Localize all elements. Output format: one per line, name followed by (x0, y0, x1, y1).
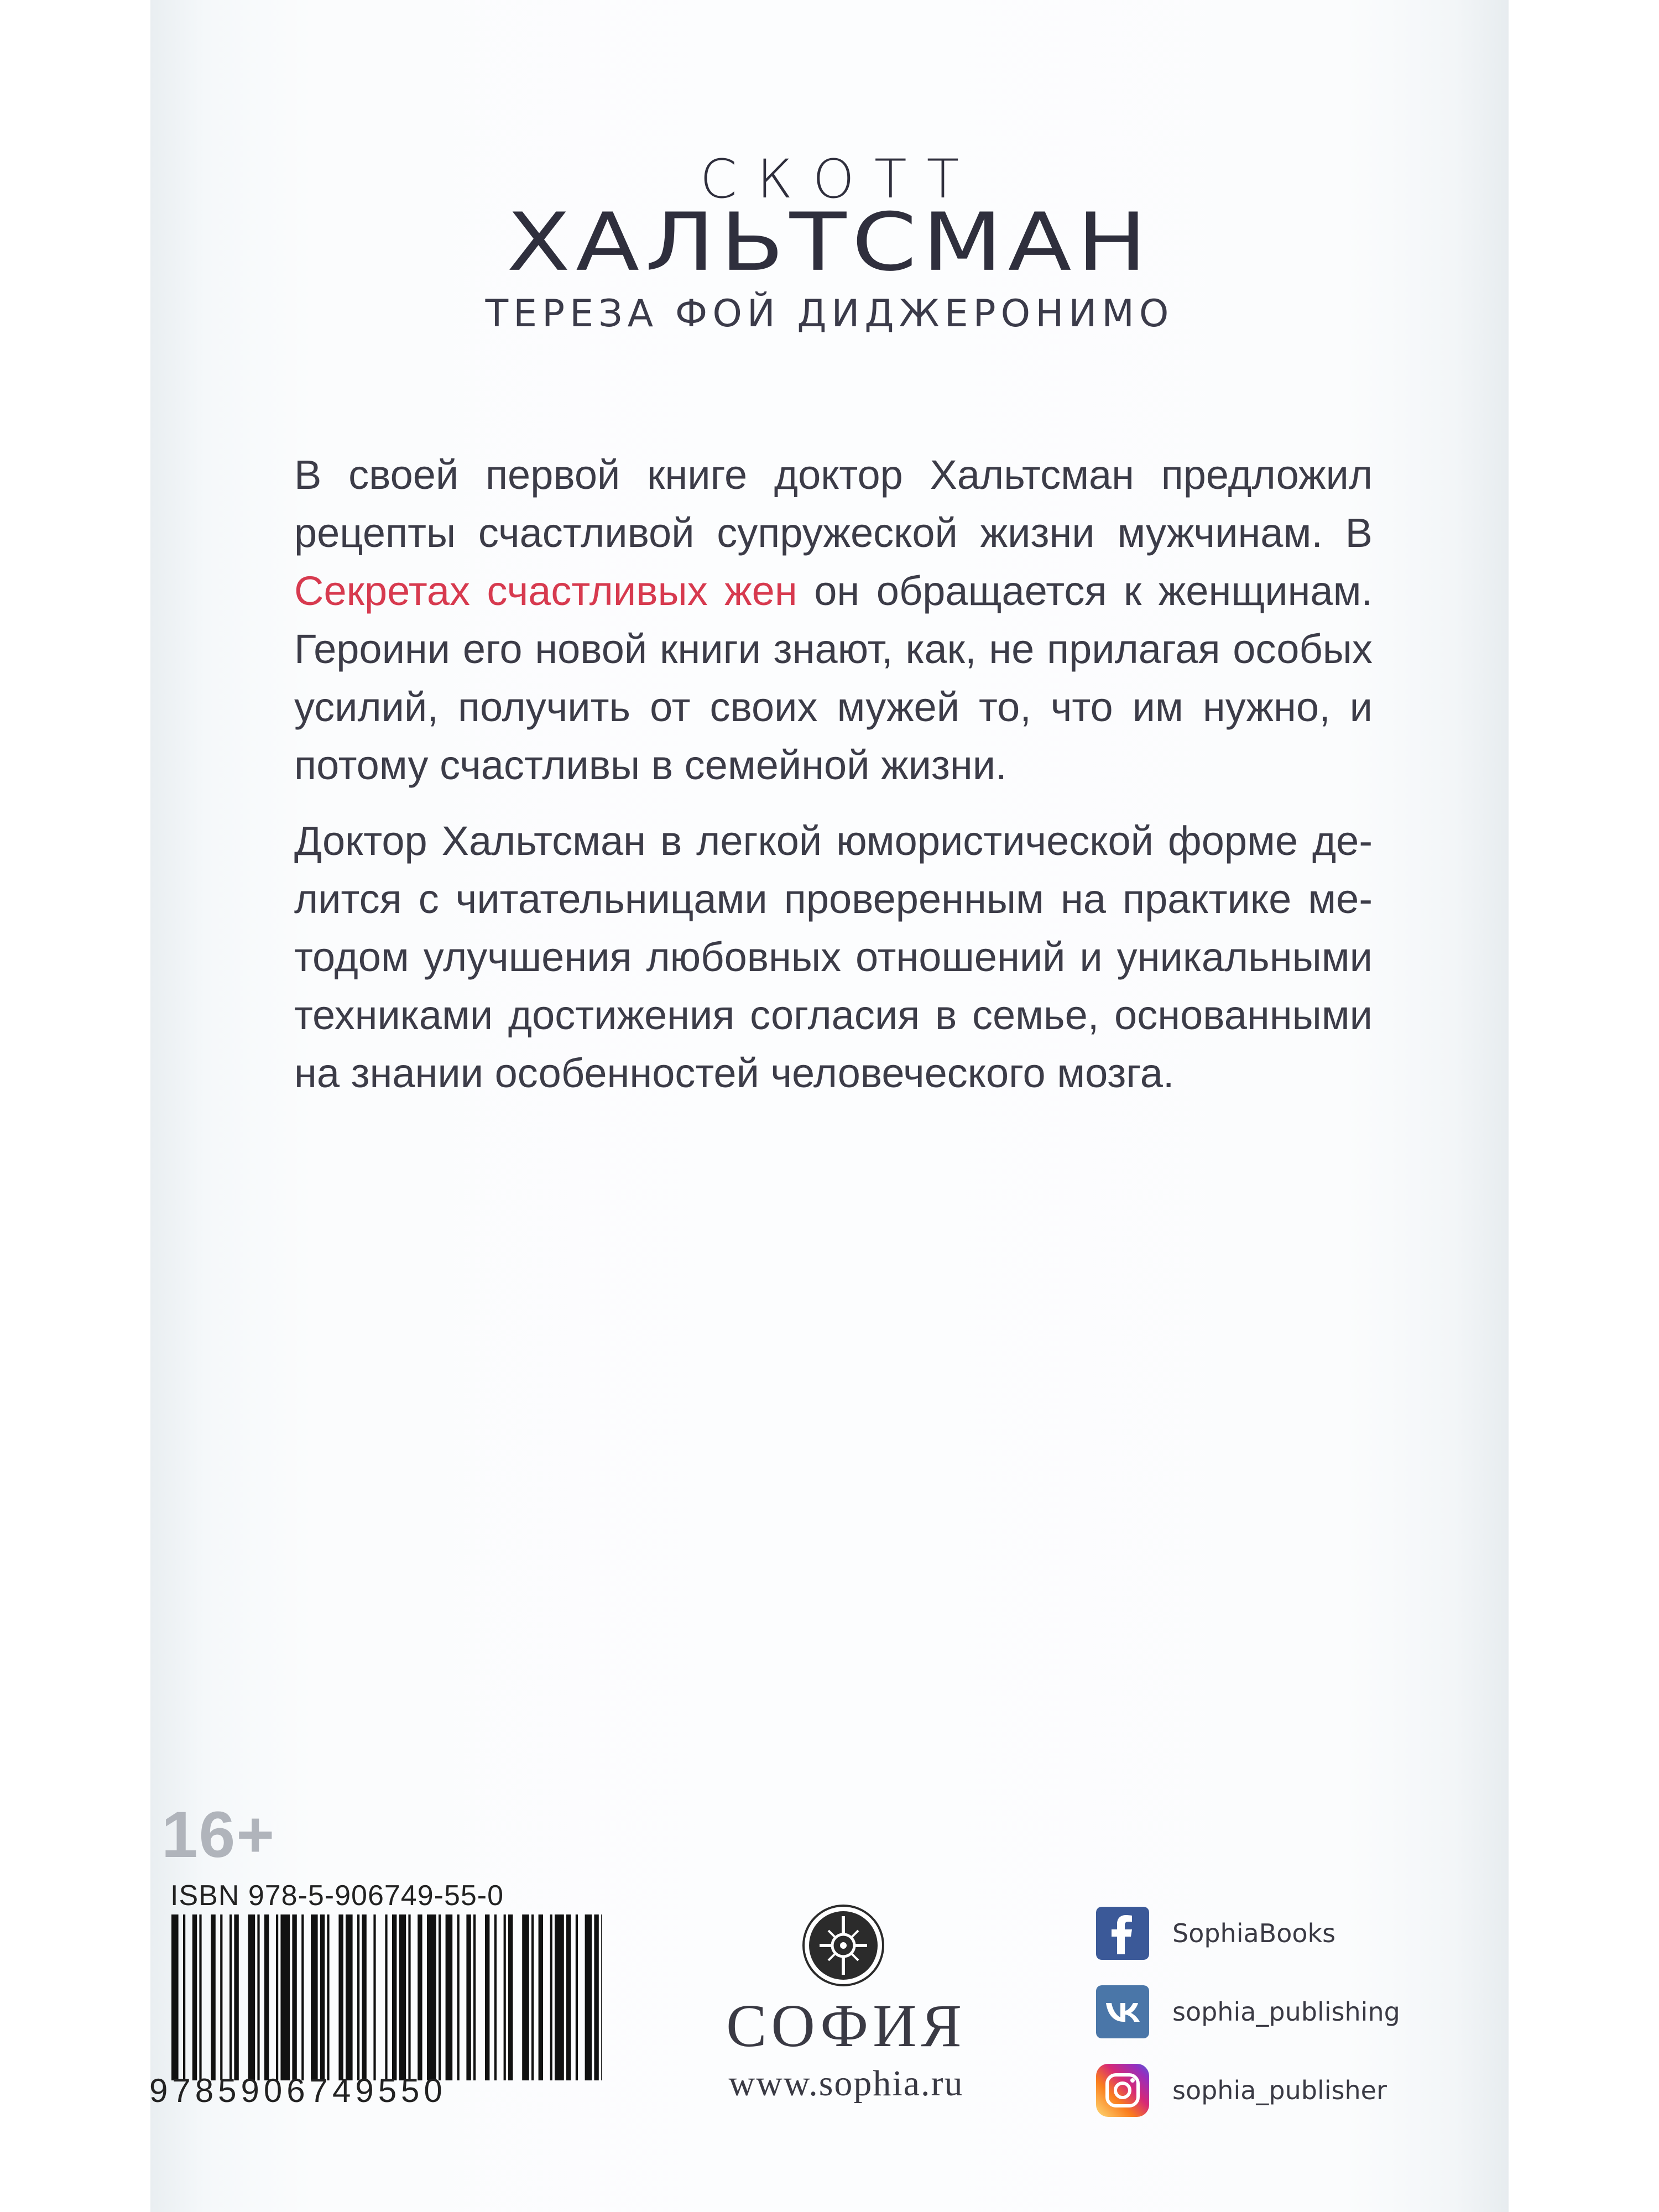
instagram-icon (1096, 2064, 1149, 2117)
barcode-bar (234, 1914, 238, 2080)
barcode-bar (531, 1914, 534, 2080)
author-first-name: СКОТТ (700, 148, 979, 210)
barcode-bar (276, 1914, 278, 2080)
barcode-bar (211, 1914, 215, 2080)
barcode-bar (585, 1914, 592, 2080)
barcode-bar (220, 1914, 222, 2080)
barcode-bar (427, 1914, 436, 2080)
publisher-name: СОФИЯ (726, 1992, 966, 2059)
barcode-bar (473, 1914, 476, 2080)
barcode-bar (301, 1914, 304, 2080)
barcode-number: 9785906749550 (149, 2072, 447, 2109)
barcode-bar (320, 1914, 325, 2080)
isbn-label: ISBN 978-5-906749-55-0 (170, 1880, 504, 1912)
barcode (171, 1914, 602, 2080)
social-vk[interactable] (1096, 1984, 1400, 2039)
barcode-bar (550, 1914, 552, 2080)
description-text: он обращается к женщинам. Героини его новой книги знают, как, не прилагая особых усилий, получить от своих мужей то, что им нужно, и потому счастливы в семейной жизни. (294, 568, 1373, 788)
barcode-bar (466, 1914, 471, 2080)
description-paragraph-2: Доктор Хальтсман в легкой юмористической форме делится с читательницами проверенным на практике методом улучшения любовных отношений и уникальными техниками достижения согласия в семье, основанными на знании особенностей человеческого мозга. (294, 818, 1373, 1096)
book-title-highlight: Секретах счастливых жен (294, 568, 797, 614)
age-rating: 16+ (161, 1798, 276, 1871)
social-facebook[interactable] (1096, 1906, 1335, 1961)
description-text: В своей первой книге доктор Хальтсман предложил рецепты счастливой супружеской жизни мужчинам. В (294, 452, 1373, 556)
barcode-bar (311, 1914, 318, 2080)
description-paragraph-1 (294, 446, 1373, 794)
social-handle: sophia_publisher (1172, 2075, 1387, 2105)
barcode-bar (601, 1914, 602, 2080)
publisher-website[interactable]: www.sophia.ru (728, 2063, 964, 2104)
coauthor-name: ТЕРЕЗА ФОЙ ДИДЖЕРОНИМО (485, 292, 1174, 336)
barcode-bar (346, 1914, 353, 2080)
barcode-bar (494, 1914, 497, 2080)
barcode-bar (373, 1914, 375, 2080)
barcode-bar (504, 1914, 506, 2080)
barcode-bar (171, 1914, 179, 2080)
author-last-name: ХАЛЬТСМАН (507, 195, 1152, 289)
barcode-bar (594, 1914, 598, 2080)
barcode-bar (229, 1914, 232, 2080)
barcode-bar (199, 1914, 201, 2080)
barcode-bar (292, 1914, 296, 2080)
social-handle: sophia_publishing (1172, 1997, 1400, 2027)
barcode-bar (257, 1914, 259, 2080)
barcode-bar (418, 1914, 422, 2080)
barcode-bar (327, 1914, 329, 2080)
barcode-bar (446, 1914, 453, 2080)
barcode-bar (248, 1914, 255, 2080)
barcode-bar (576, 1914, 578, 2080)
barcode-bar (338, 1914, 343, 2080)
barcode-bar (280, 1914, 290, 2080)
barcode-bar (485, 1914, 489, 2080)
vk-icon (1096, 1985, 1149, 2038)
barcode-bar (539, 1914, 543, 2080)
barcode-bar (408, 1914, 410, 2080)
barcode-bar (439, 1914, 441, 2080)
barcode-bar (357, 1914, 359, 2080)
barcode-bar (555, 1914, 564, 2080)
barcode-bar (399, 1914, 406, 2080)
barcode-bar (522, 1914, 529, 2080)
barcode-bar (192, 1914, 197, 2080)
barcode-bar (183, 1914, 185, 2080)
barcode-bar (264, 1914, 269, 2080)
barcode-bar (392, 1914, 397, 2080)
barcode-bar (385, 1914, 387, 2080)
publisher-logo-icon (802, 1904, 885, 1987)
barcode-bar (508, 1914, 513, 2080)
barcode-bar (566, 1914, 571, 2080)
barcode-bar (362, 1914, 366, 2080)
social-handle: SophiaBooks (1172, 1918, 1336, 1948)
facebook-icon (1096, 1907, 1149, 1960)
barcode-bar (457, 1914, 460, 2080)
social-instagram[interactable] (1096, 2063, 1387, 2118)
